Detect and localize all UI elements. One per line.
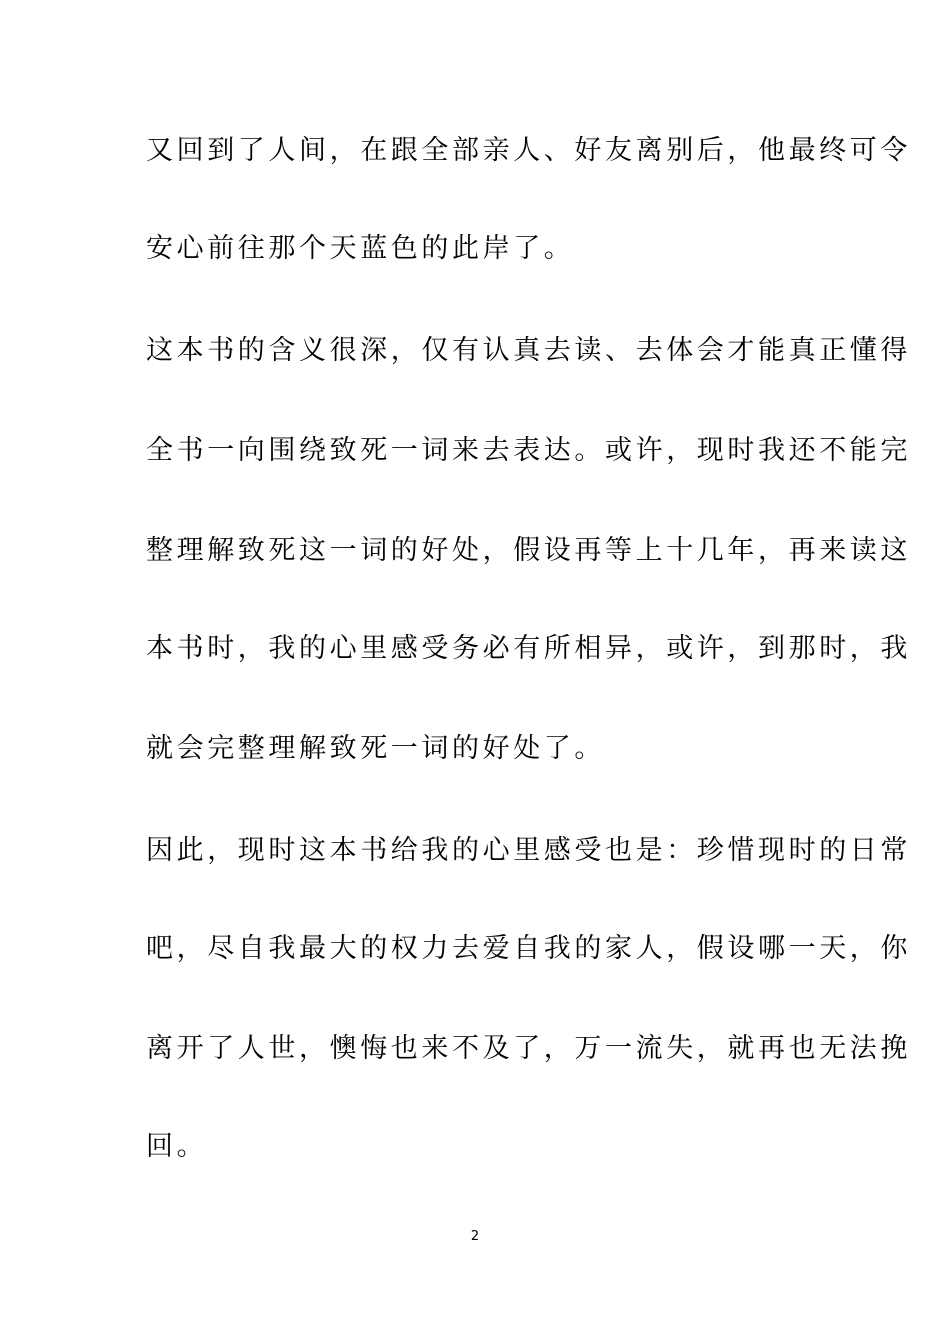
- text-line: 就会完整理解致死一词的好处了。: [146, 733, 605, 764]
- page-number: 2: [470, 1229, 480, 1244]
- text-line: 安心前往那个天蓝色的此岸了。: [146, 233, 575, 264]
- text-line: 这本书的含义很深，仅有认真去读、去体会才能真正懂得: [146, 335, 911, 366]
- text-line: 因此，现时这本书给我的心里感受也是：珍惜现时的日常: [146, 835, 911, 866]
- text-line: 全书一向围绕致死一词来去表达。或许，现时我还不能完: [146, 435, 911, 466]
- text-line: 又回到了人间，在跟全部亲人、好友离别后，他最终可令: [146, 135, 911, 166]
- text-line: 整理解致死这一词的好处，假设再等上十几年，再来读这: [146, 535, 911, 566]
- text-line: 离开了人世，懊悔也来不及了，万一流失，就再也无法挽: [146, 1033, 911, 1064]
- text-line: 回。: [146, 1131, 208, 1162]
- text-line: 本书时，我的心里感受务必有所相异，或许，到那时，我: [146, 633, 911, 664]
- text-line: 吧，尽自我最大的权力去爱自我的家人，假设哪一天，你: [146, 933, 911, 964]
